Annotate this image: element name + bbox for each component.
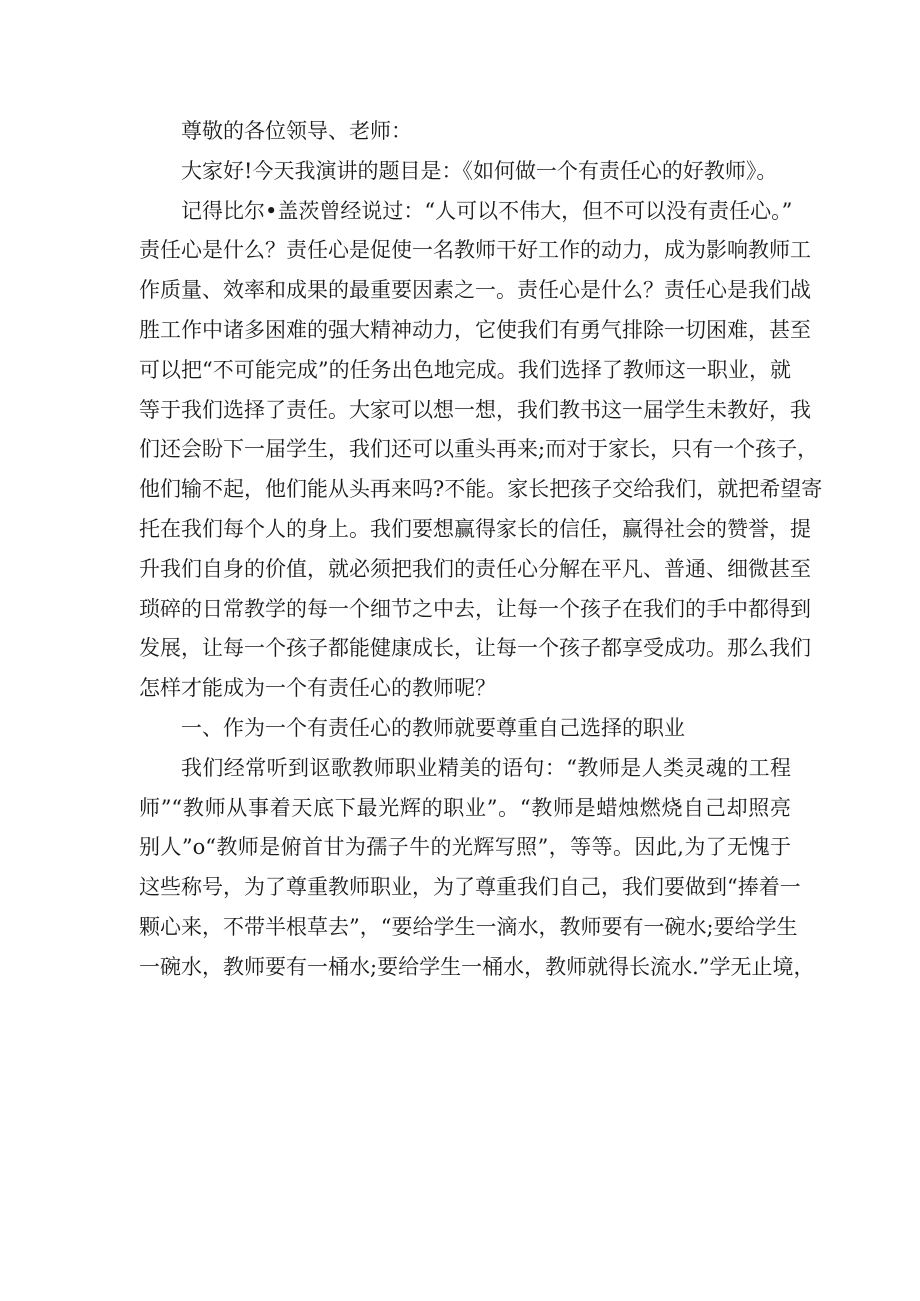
speech-body	[139, 112, 823, 988]
text-line: 可以把“不可能完成”的任务出色地完成。我们选择了教师这一职业，就	[139, 357, 791, 382]
text-line: 他们输不起，他们能从头再来吗?不能。家长把孩子交给我们，就把希望寄	[139, 477, 823, 502]
text-line: 胜工作中诸多困难的强大精神动力，它使我们有勇气排除一切困难，甚至	[139, 317, 811, 342]
text-line: 颗心来，不带半根草去”，“要给学生一滴水，教师要有一碗水;要给学生	[139, 914, 798, 939]
text-line: 这些称号，为了尊重教师职业，为了尊重我们自己，我们要做到“捧着一	[139, 875, 801, 900]
text-line: 等于我们选择了责任。大家可以想一想，我们教书这一届学生未教好，我	[139, 397, 811, 422]
text-line: 怎样才能成为一个有责任心的教师呢？	[139, 676, 496, 701]
text-line: 发展，让每一个孩子都能健康成长，让每一个孩子都享受成功。那么我们	[139, 636, 811, 661]
text-line: 我们经常听到讴歌教师职业精美的语句：“教师是人类灵魂的工程	[181, 755, 791, 780]
text-line: 师”“教师从事着天底下最光辉的职业”。“教师是蜡烛燃烧自己却照亮	[139, 795, 791, 820]
text-line: 记得比尔•盖茨曾经说过：“人可以不伟大，但不可以没有责任心。”	[181, 198, 793, 223]
section-heading: 一、作为一个有责任心的教师就要尊重自己选择的职业	[181, 715, 685, 740]
text-line: 升我们自身的价值，就必须把我们的责任心分解在平凡、普通、细微甚至	[139, 556, 811, 581]
text-line: 琐碎的日常教学的每一个细节之中去，让每一个孩子在我们的手中都得到	[139, 596, 811, 621]
text-line: 托在我们每个人的身上。我们要想赢得家长的信任，赢得社会的赞誉，提	[139, 516, 811, 541]
text-line: 责任心是什么？责任心是促使一名教师干好工作的动力，成为影响教师工	[139, 238, 811, 263]
text-line: 一碗水，教师要有一桶水;要给学生一桶水，教师就得长流水.”学无止境，	[139, 954, 815, 979]
text-line: 作质量、效率和成果的最重要因素之一。责任心是什么？责任心是我们战	[139, 278, 811, 303]
salutation-line: 尊敬的各位领导、老师：	[181, 119, 412, 143]
text-line: 大家好!今天我演讲的题目是：《如何做一个有责任心的好教师》。	[181, 158, 778, 183]
text-line: 们还会盼下一届学生，我们还可以重头再来;而对于家长，只有一个孩子，	[139, 437, 819, 462]
text-line: 别人”o“教师是俯首甘为孺子牛的光辉写照”，等等。因此,为了无愧于	[139, 835, 791, 860]
